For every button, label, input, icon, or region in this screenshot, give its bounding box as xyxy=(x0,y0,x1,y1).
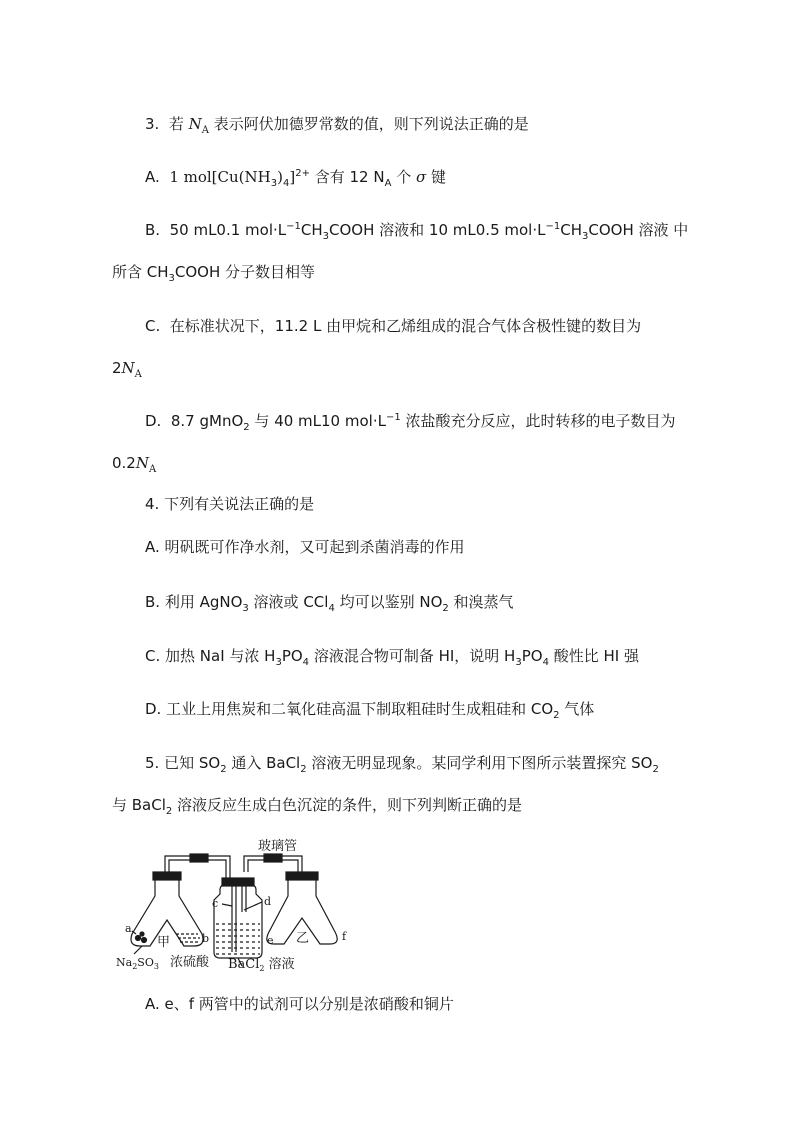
apparatus-diagram xyxy=(112,834,372,974)
label-e: e xyxy=(267,934,274,947)
stopper-middle xyxy=(222,878,254,886)
label-f: f xyxy=(342,930,347,943)
q3-stem: 3. 若 $N_A$ 表示阿伏加德罗常数的值，则下列说法正确的是 xyxy=(145,115,529,136)
q4-option-b: B. 利用 AgNO$_3$ 溶液或 CCl$_4$ 均可以鉴别 $NO_2$ 和溴蒸气 xyxy=(145,593,514,614)
q5-stem-cont: 与 BaCl$_2$ 溶液反应生成白色沉淀的条件，则下列判断正确的是 xyxy=(112,796,523,817)
bottle xyxy=(214,884,262,958)
q3-option-b-cont: 所含 $CH_3COOH$ 分子数目相等 xyxy=(112,263,316,284)
label-conc-acid: 浓硫酸 xyxy=(170,955,210,970)
label-b: b xyxy=(202,932,210,945)
q4-option-a: A. 明矾既可作净水剂，又可起到杀菌消毒的作用 xyxy=(145,538,465,556)
q3-option-a: A. 1 $mol[Cu(NH_3)_4]^{2+}$ 含有 12 $N_A$ 个 σ 键 xyxy=(145,168,446,189)
q4-option-c: C. 加热 NaI 与浓 $H_3PO_4$ 溶液混合物可制备 HI，说明 $H_3PO_4$ 酸性比 HI 强 xyxy=(145,647,639,668)
q3-option-b: B. 50 mL0.1 $mol\cdot L^{-1}CH_3COOH$ 溶液和 10 mL0.5 $mol\cdot L^{-1}CH_3COOH$ 溶液 中 xyxy=(145,221,689,242)
label-c: c xyxy=(212,897,219,910)
stopper-left xyxy=(153,872,181,880)
label-yi: 乙 xyxy=(296,931,310,946)
acid-liquid xyxy=(176,934,200,942)
q5-stem: 5. 已知 $SO_2$ 通入 BaCl$_2$ 溶液无明显现象。某同学利用下图所示装置探究 $SO_2$ xyxy=(145,754,659,775)
q4-stem: 4. 下列有关说法正确的是 xyxy=(145,495,315,513)
q3-option-c: C. 在标准状况下，11.2 L 由甲烷和乙烯组成的混合气体含极性键的数目为 xyxy=(145,317,642,335)
label-jia: 甲 xyxy=(157,935,171,950)
label-a: a xyxy=(125,922,132,935)
q5-option-a: A. e、f 两管中的试剂可以分别是浓硝酸和铜片 xyxy=(145,995,454,1013)
q3-option-d-cont: $0.2N_A$ xyxy=(112,454,157,475)
tube-c xyxy=(232,878,236,952)
joint-left xyxy=(190,854,208,862)
label-na2so3: $Na_2SO_3$ xyxy=(116,956,159,971)
joint-right xyxy=(264,854,282,862)
label-bacl2: BaCl$_2$ 溶液 xyxy=(228,957,295,973)
label-glass-tube: 玻璃管 xyxy=(258,839,298,854)
stopper-right xyxy=(286,872,318,880)
label-d: d xyxy=(264,895,272,908)
q4-option-d: D. 工业上用焦炭和二氧化硅高温下制取粗硅时生成粗硅和 $CO_2$ 气体 xyxy=(145,700,595,721)
q3-option-c-cont: $2N_A$ xyxy=(112,359,142,380)
q3-option-d: D. 8.7 gMnO$_2$ 与 40 mL10 $mol\cdot L^{-1}$ 浓盐酸充分反应，此时转移的电子数目为 xyxy=(145,412,676,433)
liquid xyxy=(216,924,260,954)
